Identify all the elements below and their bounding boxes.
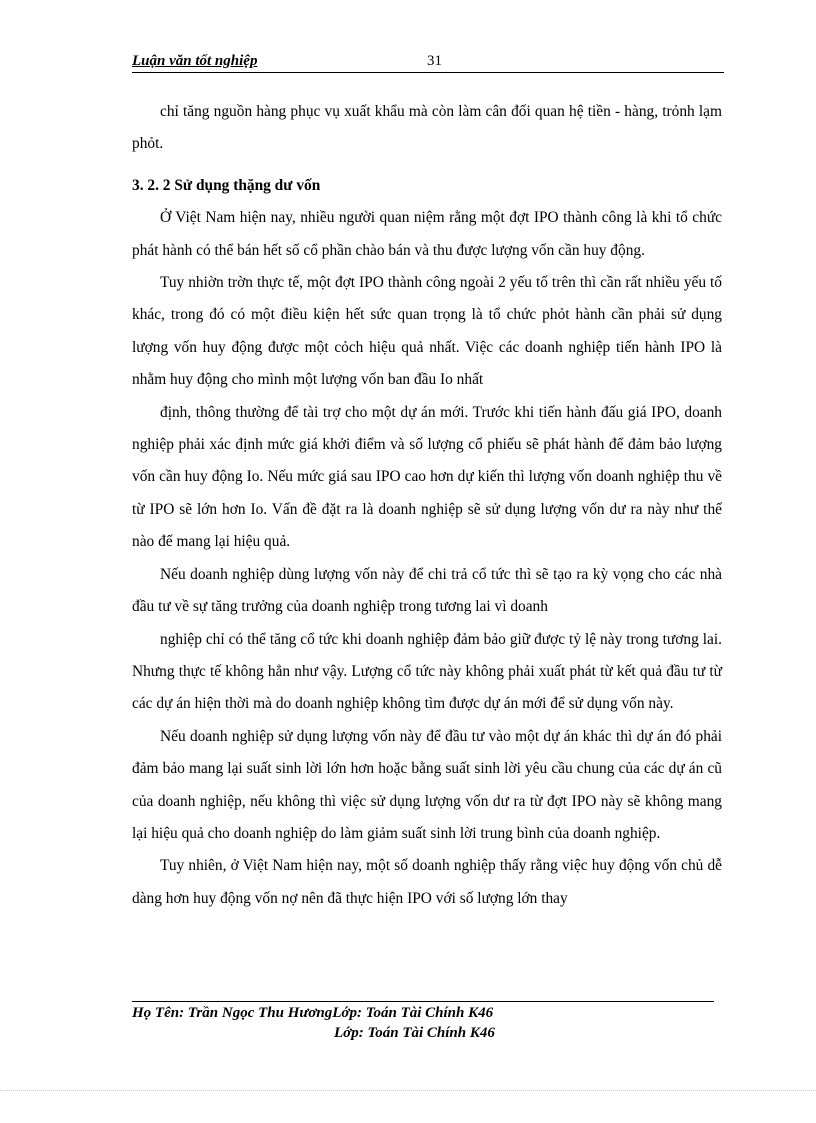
paragraph-2-continued: định, thông thường để tài trợ cho một dự án mới. Trước khi tiến hành đấu giá IPO, doanh nghiệp phải xác định mức giá khởi điểm và số lượng cổ phiếu sẽ phát hành để đảm bảo lượng vốn cần huy động Io. Nếu mức giá sau IPO cao hơn dự kiến thì lượng vốn doanh nghiệp thu về từ IPO sẽ lớn hơn Io. Vấn đề đặt ra là doanh nghiệp sẽ sử dụng lượng vốn dư ra này như thế nào để mang lại hiệu quả. [132,403,722,551]
footer-author-line: Họ Tên: Trần Ngọc Thu HươngLớp: Toán Tài Chính K46 [132,1005,494,1021]
page-boundary [0,1090,816,1091]
paragraph-3-continued: nghiệp chỉ có thể tăng cổ tức khi doanh nghiệp đảm bảo giữ được tỷ lệ này trong tương lai. Nhưng thực tế không hẳn như vậy. Lượng cổ tức này không phải xuất phát từ kết quả đầu tư từ các dự án hiện thời mà do doanh nghiệp không tìm được dự án mới để sử dụng vốn này. [132,630,722,713]
paragraph-1: Ở Việt Nam hiện nay, nhiều người quan niệm rằng một đợt IPO thành công là khi tổ chức phát hành có thể bán hết số cổ phần chào bán và thu được lượng vốn cần huy động. [132,209,722,259]
footer-class-line: Lớp: Toán Tài Chính K46 [334,1025,495,1041]
body-text [132,96,722,915]
paragraph-continuation: chỉ tăng nguồn hàng phục vụ xuất khẩu mà còn làm cân đối quan hệ tiền - hàng, trỏnh lạm phỏt. [132,103,722,153]
page-header [132,52,724,73]
paragraph-3: Nếu doanh nghiệp dùng lượng vốn này để chi trả cổ tức thì sẽ tạo ra kỳ vọng cho các nhà đầu tư về sự tăng trưởng của doanh nghiệp trong tương lai vì doanh [132,565,722,616]
header-title: Luận văn tốt nghiệp [132,53,258,69]
paragraph-5: Tuy nhiên, ở Việt Nam hiện nay, một số doanh nghiệp thấy rằng việc huy động vốn chủ dễ dàng hơn huy động vốn nợ nên đã thực hiện IPO với số lượng lớn thay [132,857,722,907]
page-number: 31 [427,53,442,69]
section-heading: 3. 2. 2 Sử dụng thặng dư vốn [132,176,321,194]
footer-rule [132,1001,714,1002]
paragraph-4: Nếu doanh nghiệp sử dụng lượng vốn này để đầu tư vào một dự án khác thì dự án đó phải đảm bảo mang lại suất sinh lời lớn hơn hoặc bằng suất sinh lời yêu cầu chung của các dự án cũ của doanh nghiệp, nếu không thì việc sử dụng lượng vốn dư ra từ đợt IPO này sẽ không mang lại hiệu quả cho doanh nghiệp do làm giảm suất sinh lời trung bình của doanh nghiệp. [132,727,722,842]
paragraph-2: Tuy nhiờn trờn thực tế, một đợt IPO thành công ngoài 2 yếu tố trên thì cần rất nhiều yếu tố khác, trong đó có một điều kiện hết sức quan trọng là tổ chức phỏt hành cần phải sử dụng lượng vốn huy động được một cỏch hiệu quả nhất. Việc các doanh nghiệp tiến hành IPO là nhằm huy động cho mình một lượng vốn ban đầu Io nhất [132,274,722,389]
